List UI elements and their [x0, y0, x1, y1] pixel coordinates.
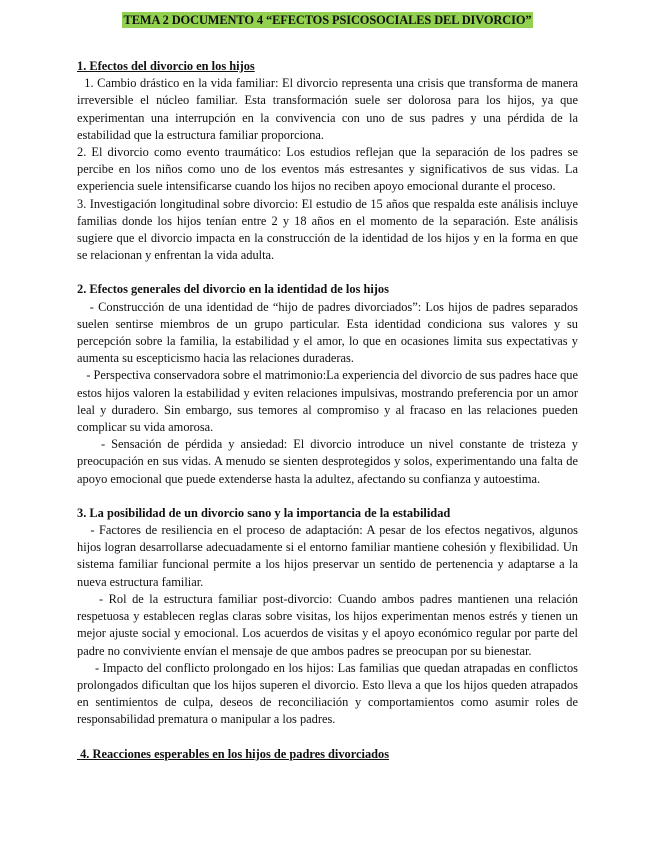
section-heading: 4. Reacciones esperables en los hijos de padres divorciados	[77, 746, 390, 761]
title-wrapper	[0, 12, 655, 29]
section-heading: 1. Efectos del divorcio en los hijos	[77, 59, 255, 73]
section-heading: 2. Efectos generales del divorcio en la identidad de los hijos	[77, 282, 389, 297]
paragraph: - Factores de resiliencia en el proceso de adaptación: A pesar de los efectos negativos, algunos hijos logran desarrollarse adecuadamente si el entorno familiar mantiene cohesión y flexibilidad. Un sistema familiar funcional permite a los hijos preservar un sentido de pertenencia y adaptarse a la nueva estructura familiar.	[77, 523, 582, 589]
document-body	[77, 58, 582, 763]
section-4	[77, 746, 578, 763]
paragraph: - Rol de la estructura familiar post-divorcio: Cuando ambos padres mantienen una relación respetuosa y establecen reglas claras sobre visitas, los hijos experimentan menos estrés y tienen un mejor ajuste social y emocional. Los acuerdos de visitas y el apoyo económico regular por parte del padre no conviviente envían el mensaje de que ambos padres se preocupan por su bienestar.	[77, 591, 582, 658]
paragraph: 2. El divorcio como evento traumático: Los estudios reflejan que la separación de los padres se percibe en los niños como uno de los eventos más estresantes y significativos de sus vidas. La experiencia suele intensificarse cuando los hijos no reciben apoyo emocional durante el proceso.	[77, 145, 578, 194]
paragraph: - Construcción de una identidad de “hijo de padres divorciados”: Los hijos de padres separados suelen sentirse miembros de un grupo particular. Esta identidad condiciona sus valores y su percepción sobre la familia, la estabilidad y el amor, lo que en ocasiones limita sus expectativas y aumenta su escepticismo hacia las relaciones duraderas.	[77, 299, 582, 366]
paragraph: - Perspectiva conservadora sobre el matrimonio:La experiencia del divorcio de sus padres hace que estos hijos valoren la estabilidad y eviten relaciones impulsivas, mostrando preferencia por un amor leal y duradero. Sin embargo, sus temores al compromiso y al fracaso en las relaciones pueden complicar su vida amorosa.	[77, 368, 582, 435]
section-3	[77, 505, 582, 729]
paragraph: 3. Investigación longitudinal sobre divorcio: El estudio de 15 años que respalda este análisis incluye familias donde los hijos tenían entre 2 y 18 años en el momento de la separación. Este análisis sugiere que el divorcio impacta en la construcción de la identidad de los hijos y en la forma en que se relacionan y enfrentan la vida adulta.	[77, 196, 578, 263]
paragraph: - Impacto del conflicto prolongado en los hijos: Las familias que quedan atrapadas en conflictos prolongados dificultan que los hijos superen el divorcio. Esto lleva a que los hijos queden atrapados en sentimientos de culpa, deseos de reconciliación y comportamientos como asumir roles de responsabilidad prematura o manipular a los padres.	[77, 660, 582, 727]
paragraph: - Sensación de pérdida y ansiedad: El divorcio introduce un nivel constante de tristeza y preocupación en sus vidas. A menudo se sienten desprotegidos y solos, experimentando una falta de apoyo emocional que puede extenderse hasta la adultez, afectando su confianza y autoestima.	[77, 437, 582, 486]
section-2	[77, 281, 582, 487]
document-title: TEMA 2 DOCUMENTO 4 “EFECTOS PSICOSOCIALES DEL DIVORCIO”	[123, 13, 532, 27]
section-heading: 3. La posibilidad de un divorcio sano y la importancia de la estabilidad	[77, 505, 451, 520]
paragraph: 1. Cambio drástico en la vida familiar: El divorcio representa una crisis que transforma de manera irreversible el núcleo familiar. Esta transformación suele ser dolorosa para los hijos, ya que experimentan una interrupción en la convivencia con uno de sus padres y una pérdida de la estabilidad que la estructura familiar proporciona.	[77, 76, 582, 142]
section-1	[77, 58, 582, 264]
